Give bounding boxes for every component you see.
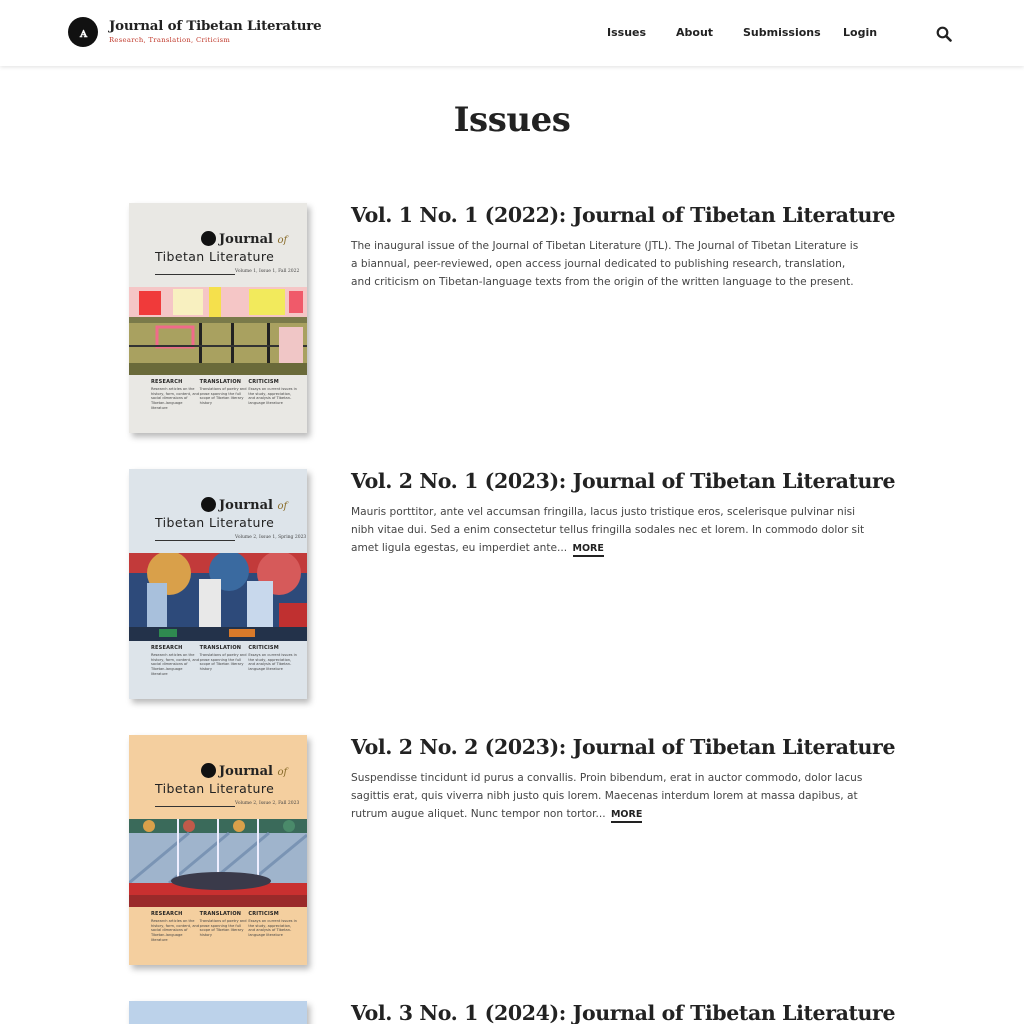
nav-about[interactable]: About <box>676 26 714 39</box>
cover-artwork <box>129 553 307 641</box>
cover-artwork <box>129 287 307 375</box>
cover-journal-label: Journal of <box>219 232 288 247</box>
cover-logo-icon <box>201 497 216 512</box>
brand-subtitle: Research, Translation, Criticism <box>109 35 231 44</box>
cover-volume-label: Volume 2, Issue 1, Spring 2023 <box>235 535 307 540</box>
issue-cover-link[interactable] <box>129 203 307 433</box>
cover-sections: RESEARCH Research articles on the history, form, content, and social dimensions of Tibetan-language literature TRANSLATION Translations of poetry and prose spanning the full scope of Tibetan literary history CRITICISM Essays on current issues in the study, appreciation, and analysis of Tibetan-language literature <box>151 645 297 676</box>
search-icon[interactable] <box>936 26 952 42</box>
cover-journal-label: Journal of <box>219 764 288 779</box>
cover-sections: RESEARCH Research articles on the history, form, content, and social dimensions of Tibetan-language literature TRANSLATION Translations of poetry and prose spanning the full scope of Tibetan literary history CRITICISM Essays on current issues in the study, appreciation, and analysis of Tibetan-language literature <box>151 911 297 942</box>
cover-tibetan-script <box>155 535 235 541</box>
brand-title: Journal of Tibetan Literature <box>109 18 322 35</box>
cover-journal-label: Journal of <box>219 498 288 513</box>
cover-tibetan-label: Tibetan Literature <box>155 781 275 796</box>
page-title: Issues <box>453 100 571 140</box>
cover-tibetan-label: Tibetan Literature <box>155 249 275 264</box>
issue-title-link[interactable]: Vol. 2 No. 2 (2023): Journal of Tibetan Literature <box>351 735 896 759</box>
nav-login[interactable]: Login <box>843 26 878 39</box>
cover-tibetan-script <box>155 801 235 807</box>
cover-tibetan-script <box>155 269 235 275</box>
site-header <box>0 0 1024 66</box>
issue-title-link[interactable]: Vol. 1 No. 1 (2022): Journal of Tibetan Literature <box>351 203 896 227</box>
cover-heading <box>129 203 307 287</box>
issue-cover-link[interactable] <box>129 735 307 965</box>
cover-logo-icon <box>201 231 216 246</box>
issue-description: The inaugural issue of the Journal of Tibetan Literature (JTL). The Journal of Tibetan Literature is a biannual, peer-reviewed, open access journal dedicated to publishing research, translation, and criticism on Tibetan-language texts from the origin of the written language to the present. <box>351 240 859 288</box>
nav-submissions[interactable]: Submissions <box>743 26 821 39</box>
journal-logo-icon: ꭺ <box>68 17 98 47</box>
cover-tibetan-label: Tibetan Literature <box>155 515 275 530</box>
cover-volume-label: Volume 1, Issue 1, Fall 2022 <box>235 269 300 274</box>
issue-description: Mauris porttitor, ante vel accumsan fringilla, lacus justo tristique eros, scelerisque pulvinar nisi nibh vitae dui. Sed a enim consectetur tellus fringilla sodales nec et lorem. In commodo dolor sit amet ligula egestas, eu imperdiet ante... MORE <box>351 503 866 558</box>
issue-cover-link[interactable] <box>129 1001 307 1024</box>
cover-sections: RESEARCH Research articles on the history, form, content, and social dimensions of Tibetan-language literature TRANSLATION Translations of poetry and prose spanning the full scope of Tibetan literary history CRITICISM Essays on current issues in the study, appreciation, and analysis of Tibetan-language literature <box>151 379 297 410</box>
nav-issues[interactable]: Issues <box>607 26 647 39</box>
issue-description: Suspendisse tincidunt id purus a convallis. Proin bibendum, erat in auctor commodo, dolor lacus sagittis erat, quis viverra nibh justo quis lorem. Maecenas interdum lorem at massa dapibus, at rutrum augue aliquet. Nunc tempor non tortor... MORE <box>351 769 866 824</box>
cover-artwork <box>129 819 307 907</box>
issue-cover-link[interactable] <box>129 469 307 699</box>
issue-title-link[interactable]: Vol. 2 No. 1 (2023): Journal of Tibetan Literature <box>351 469 896 493</box>
cover-volume-label: Volume 2, Issue 2, Fall 2023 <box>235 801 300 806</box>
issue-title-link[interactable]: Vol. 3 No. 1 (2024): Journal of Tibetan Literature <box>351 1001 896 1024</box>
cover-heading <box>129 469 307 553</box>
main-nav <box>0 26 1024 40</box>
cover-heading <box>129 735 307 819</box>
more-link[interactable]: MORE <box>573 543 604 557</box>
cover-logo-icon <box>201 763 216 778</box>
more-link[interactable]: MORE <box>611 809 642 823</box>
